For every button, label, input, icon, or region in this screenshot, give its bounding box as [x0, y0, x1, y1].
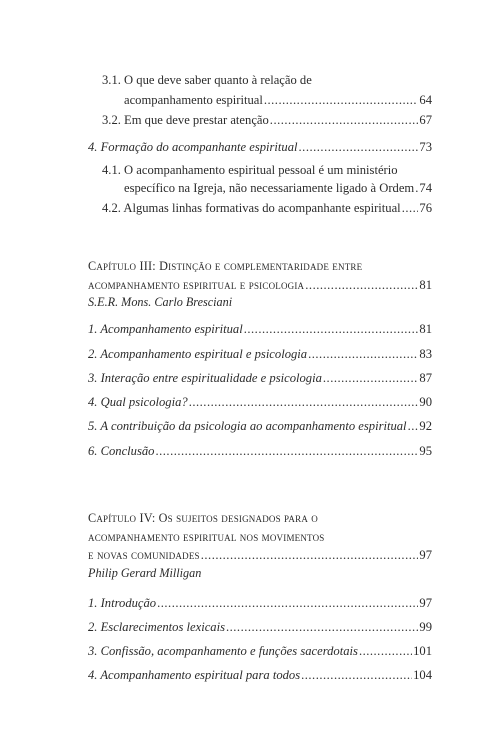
chapter-4-item-1[interactable]	[88, 595, 432, 611]
item-title: 4. Qual psicologia?	[88, 395, 188, 409]
item-page: 83	[419, 347, 432, 361]
toc-entry-4-1-page: 74	[419, 181, 432, 195]
item-title: 1. Introdução	[88, 596, 157, 610]
chapter-4-entry[interactable]	[88, 547, 432, 563]
item-page: 99	[419, 620, 432, 634]
chapter-4-heading-cont: e novas comunidades	[88, 548, 200, 562]
item-title: 2. Acompanhamento espiritual e psicologia	[88, 347, 308, 361]
item-page: 101	[413, 644, 432, 658]
chapter-3-page: 81	[419, 278, 432, 292]
chapter-3-entry[interactable]	[88, 277, 432, 293]
item-title: 3. Interação entre espiritualidade e psicologia	[88, 371, 322, 385]
toc-entry-4-1-title-cont: específico na Igreja, não necessariamente ligado à Ordem	[124, 181, 415, 195]
toc-entry-4-1-title: 4.1. O acompanhamento espiritual pessoal é um ministério	[102, 163, 398, 177]
dot-leader	[226, 619, 418, 635]
item-page: 95	[419, 444, 432, 458]
chapter-4-page: 97	[419, 548, 432, 562]
item-page: 104	[413, 668, 432, 682]
item-title: 1. Acompanhamento espiritual	[88, 322, 243, 336]
dot-leader	[301, 667, 412, 683]
item-page: 87	[419, 371, 432, 385]
dot-leader	[270, 112, 419, 128]
toc-entry-4-1[interactable]	[124, 180, 432, 196]
item-title: 2. Esclarecimentos lexicais	[88, 620, 225, 634]
toc-entry-3-1-page: 64	[419, 93, 432, 107]
dot-leader	[201, 547, 419, 563]
chapter-3-item-2[interactable]	[88, 346, 432, 362]
dot-leader	[155, 443, 418, 459]
chapter-4-author: Philip Gerard Milligan	[88, 566, 202, 580]
item-page: 97	[419, 596, 432, 610]
item-page: 81	[419, 322, 432, 336]
item-title: 4. Acompanhamento espiritual para todos	[88, 668, 301, 682]
chapter-4-heading: Capítulo IV: Os sujeitos designados para o	[88, 511, 318, 525]
toc-entry-4-title: 4. Formação do acompanhante espiritual	[88, 140, 298, 154]
chapter-4-heading-line2: acompanhamento espiritual nos movimentos	[88, 530, 325, 544]
toc-entry-4-2-title: 4.2. Algumas linhas formativas do acompanhante espiritual	[102, 201, 401, 215]
dot-leader	[408, 418, 419, 434]
chapter-3-item-3[interactable]	[88, 370, 432, 386]
toc-entry-3-1[interactable]	[124, 92, 432, 108]
dot-leader	[299, 139, 419, 155]
toc-entry-4-page: 73	[419, 140, 432, 154]
dot-leader	[264, 92, 419, 108]
dot-leader	[415, 180, 418, 196]
toc-entry-3-2-title: 3.2. Em que deve prestar atenção	[102, 113, 269, 127]
toc-entry-3-2[interactable]	[102, 112, 432, 128]
dot-leader	[402, 200, 419, 216]
item-page: 92	[419, 419, 432, 433]
toc-entry-3-1-title-cont: acompanhamento espiritual	[124, 93, 263, 107]
item-title: 3. Confissão, acompanhamento e funções sacerdotais	[88, 644, 358, 658]
item-title: 5. A contribuição da psicologia ao acompanhamento espiritual	[88, 419, 407, 433]
chapter-3-item-4[interactable]	[88, 394, 432, 410]
chapter-4-item-2[interactable]	[88, 619, 432, 635]
item-title: 6. Conclusão	[88, 444, 155, 458]
dot-leader	[308, 346, 418, 362]
chapter-4-item-3[interactable]	[88, 643, 432, 659]
chapter-4-item-4[interactable]	[88, 667, 432, 683]
item-page: 90	[419, 395, 432, 409]
toc-entry-3-1-title: 3.1. O que deve saber quanto à relação de	[102, 73, 312, 87]
toc-entry-4-2[interactable]	[102, 200, 432, 216]
toc-entry-4-2-page: 76	[419, 201, 432, 215]
toc-entry-4[interactable]	[88, 139, 432, 155]
dot-leader	[323, 370, 419, 386]
dot-leader	[244, 321, 419, 337]
dot-leader	[157, 595, 418, 611]
chapter-3-heading: Capítulo III: Distinção e complementaridade entre	[88, 259, 363, 273]
dot-leader	[189, 394, 419, 410]
toc-entry-3-2-page: 67	[419, 113, 432, 127]
chapter-3-heading-cont: acompanhamento espiritual e psicologia	[88, 278, 305, 292]
dot-leader	[305, 277, 418, 293]
chapter-3-author: S.E.R. Mons. Carlo Bresciani	[88, 295, 233, 309]
chapter-3-item-5[interactable]	[88, 418, 432, 434]
dot-leader	[359, 643, 412, 659]
chapter-3-item-1[interactable]	[88, 321, 432, 337]
chapter-3-item-6[interactable]	[88, 443, 432, 459]
